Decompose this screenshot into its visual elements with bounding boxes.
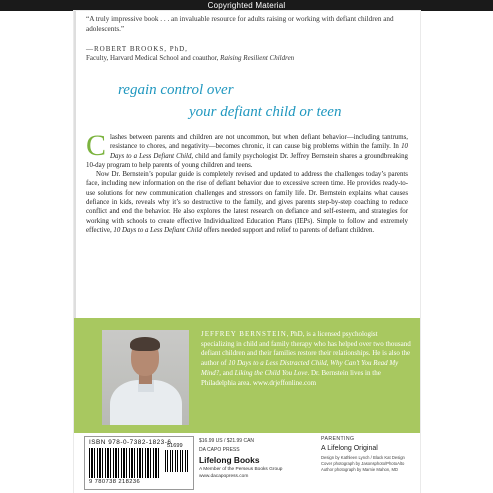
drop-cap: C xyxy=(86,129,107,162)
author-panel xyxy=(74,318,420,433)
quote-text: “A truly impressive book . . . an invaluable resource for adults raising or working with defiant children and adolescents.” xyxy=(86,15,394,33)
author-degree: , PhD xyxy=(286,330,303,338)
quote-attribution xyxy=(86,45,410,63)
bio-book-3: Liking the Child You Love xyxy=(234,368,308,377)
copyright-badge: Copyrighted Material xyxy=(0,0,493,11)
author-name: JEFFREY BERNSTEIN xyxy=(201,330,287,338)
author-photo-credit: Author photograph by Marnie Mahon, MD xyxy=(321,467,399,472)
price-code: 51699 xyxy=(167,443,183,449)
book-back-cover xyxy=(74,11,420,493)
bio-text-b: . Dr. Bernstein lives in the Philadelphia area. xyxy=(201,368,381,387)
description-body xyxy=(86,129,408,235)
p1-book-title: 10 Days to a Less Defiant Child xyxy=(110,143,408,160)
barcode-digits: 9 780738 218236 xyxy=(89,479,141,485)
author-website: www.drjeffonline.com xyxy=(252,378,317,387)
quote-affiliation-book: Raising Resilient Children xyxy=(220,54,295,62)
price-label: $16.99 US / $21.99 CAN xyxy=(199,438,255,444)
endorsement-quote xyxy=(86,15,410,34)
publisher-member: A Member of the Perseus Books Group xyxy=(199,467,283,472)
isbn-label: ISBN 978-0-7382-1823-6 xyxy=(89,439,172,446)
barcode xyxy=(84,436,194,490)
quote-author: —ROBERT BROOKS, PhD, xyxy=(86,45,188,53)
author-bio: JEFFREY BERNSTEIN, PhD, is a licensed psychologist specializing in child and family therapy who has helped over two thousand defiant children and their families restore their relationships. He is also the author of 10 Days to a Less Distracted Child, Why Can’t You Read My Mind?, and Liking the Child You Love. Dr. Bernstein lives in the Philadelphia area. www.drjeffonline.com xyxy=(201,330,411,387)
price-barcode-bars xyxy=(165,450,189,472)
p2-text-b: offers needed support and relief to parents of defiant children. xyxy=(201,226,375,234)
author-photo xyxy=(102,330,189,425)
tagline-line-1: regain control over xyxy=(118,82,234,98)
cover-photo-credit: Cover photograph by Jasonsphoto/PhotoAlto xyxy=(321,461,405,466)
description-paragraph-2 xyxy=(86,170,408,235)
imprint-label: DA CAPO PRESS xyxy=(199,447,240,453)
series-label: A Lifelong Original xyxy=(321,445,378,452)
bio-book-1: 10 Days to a Less Distracted Child xyxy=(228,359,327,368)
description-paragraph-1 xyxy=(86,129,408,170)
publisher-website: www.dacapopress.com xyxy=(199,474,249,479)
design-credit: Design by Kathleen Lynch / Black Kat Design xyxy=(321,455,405,460)
barcode-bars xyxy=(89,448,161,478)
quote-affiliation: Faculty, Harvard Medical School and coauthor, xyxy=(86,54,221,62)
p2-text-a: Now Dr. Bernstein’s popular guide is completely revised and updated to address the challenges today’s parents face, including new information on the rise of defiant behavior due to excessive screen time. He provides ready-to-use solutions for new communication challenges and stressors on family life. Dr. Bernstein explains what causes defiance in kids, reveals why it’s so destructive to the family, and gives parents step-by-step coaching to reduce conflict and end the behavior. He also explores the latest research on defiance and self-esteem, and strategies for working with schools to create effective Individualized Education Plans (IEPs). Simple to follow and extremely effective, xyxy=(86,171,408,234)
bio-book-2: Why Can’t You Read My Mind? xyxy=(201,359,399,377)
publisher-logo: Lifelong Books xyxy=(199,455,260,465)
p1-text-a: lashes between parents and children are not uncommon, but when defiant behavior—including tantrums, resistance to chores, and negativity—becomes chronic, it can cause big problems within the family. In xyxy=(110,134,408,151)
bio-text-a: , is a licensed psychologist specializing in child and family therapy who has helped over two thousand defiant children and their families restore their relationships. He is also the author of xyxy=(201,330,411,368)
tagline-line-2: your defiant child or teen xyxy=(189,104,342,120)
p1-text-b: , child and family psychologist Dr. Jeffrey Bernstein shares a groundbreaking 10-day program to help parents of young children and teens. xyxy=(86,152,408,169)
cover-footer xyxy=(74,433,420,493)
p2-book-title: 10 Days to a Less Defiant Child xyxy=(113,226,202,234)
category-label: PARENTING xyxy=(321,436,355,442)
